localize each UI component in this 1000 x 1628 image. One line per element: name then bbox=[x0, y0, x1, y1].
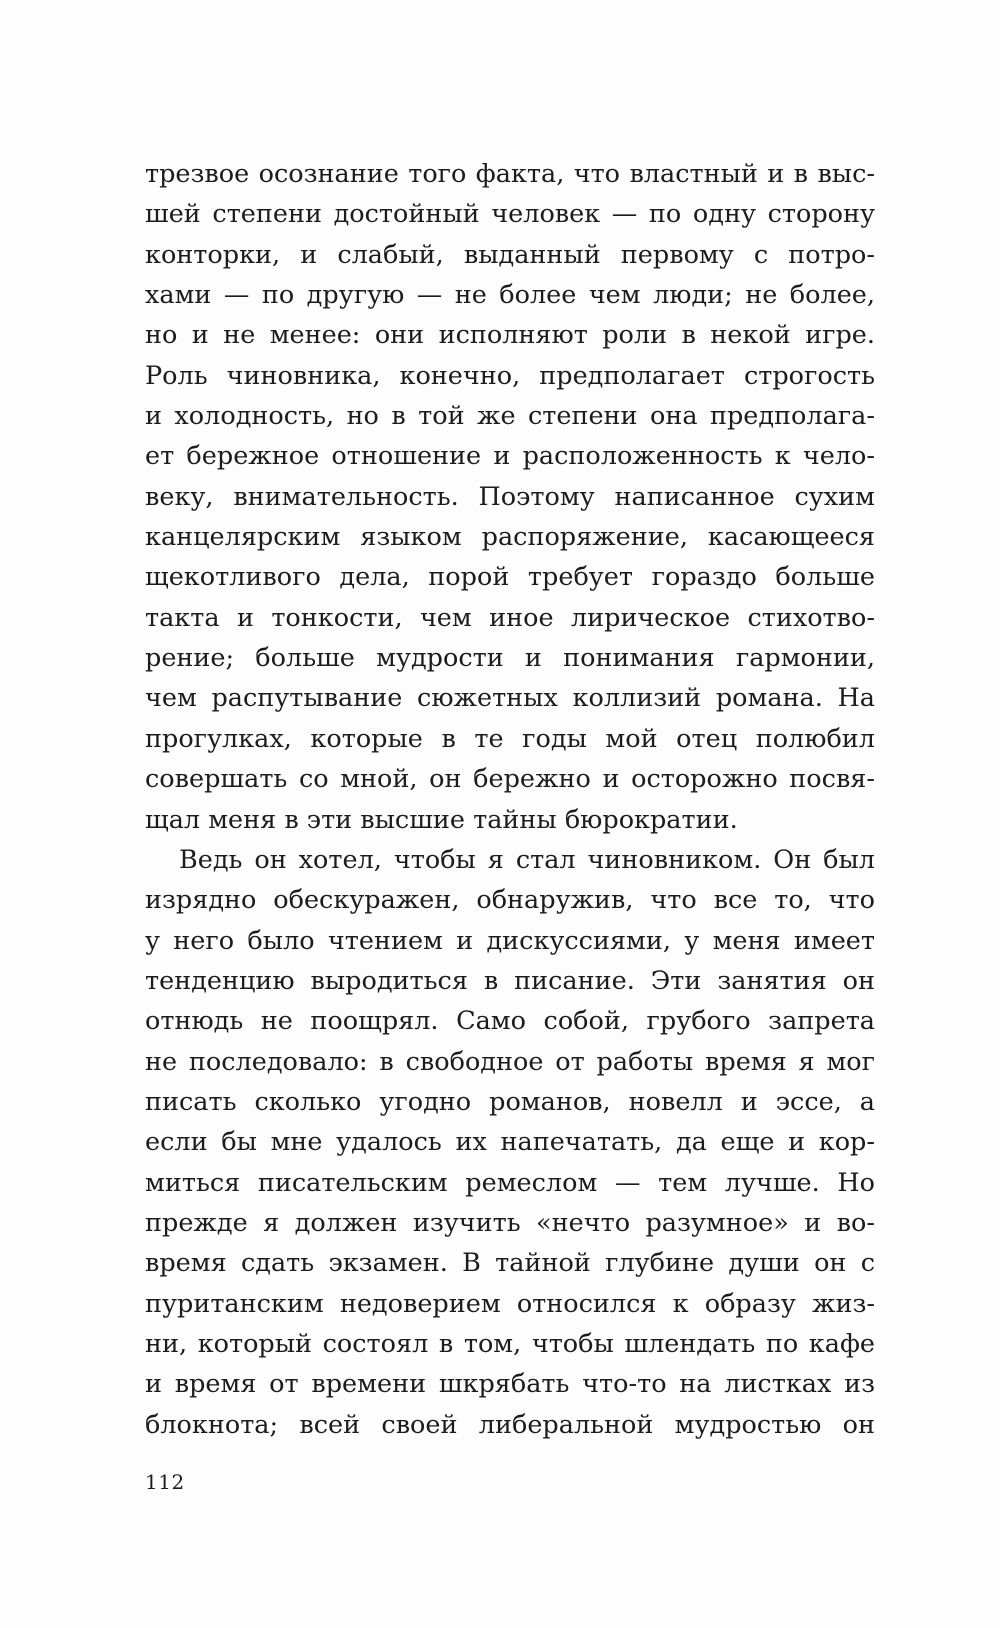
text-line: хами — по другую — не более чем люди; не более, bbox=[145, 280, 875, 311]
body-text bbox=[145, 154, 875, 1445]
text-line: у него было чтением и дискуссиями, у меня имеет bbox=[145, 925, 875, 956]
text-line: канцелярским языком распоряжение, касающееся bbox=[145, 522, 875, 553]
text-line: отнюдь не поощрял. Само собой, грубого запрета bbox=[145, 1006, 875, 1037]
text-line: прогулках, которые в те годы мой отец полюбил bbox=[145, 723, 875, 754]
text-line: ет бережное отношение и расположенность к чело- bbox=[145, 441, 875, 472]
paragraph-2 bbox=[145, 840, 875, 1445]
text-line: и холодность, но в той же степени она предполага- bbox=[145, 401, 875, 432]
text-line: прежде я должен изучить «нечто разумное» и во- bbox=[145, 1207, 875, 1238]
text-line: конторки, и слабый, выданный первому с потро- bbox=[145, 239, 875, 270]
text-line: ни, который состоял в том, чтобы шлендать по кафе bbox=[145, 1328, 875, 1359]
text-line: такта и тонкости, чем иное лирическое стихотво- bbox=[145, 602, 875, 633]
text-line: изрядно обескуражен, обнаружив, что все то, что bbox=[145, 885, 875, 916]
text-line: Ведь он хотел, чтобы я стал чиновником. Он был bbox=[179, 844, 875, 875]
text-line: шей степени достойный человек — по одну сторону bbox=[145, 199, 875, 230]
paragraph-1 bbox=[145, 154, 875, 840]
text-line: совершать со мной, он бережно и осторожно посвя- bbox=[145, 764, 875, 795]
text-line: миться писательским ремеслом — тем лучше. Но bbox=[145, 1167, 875, 1198]
text-line: трезвое осознание того факта, что властный и в выс- bbox=[145, 159, 875, 189]
text-line: рение; больше мудрости и понимания гармонии, bbox=[145, 643, 875, 674]
text-line: если бы мне удалось их напечатать, да еще и кор- bbox=[145, 1127, 875, 1158]
text-line: веку, внимательность. Поэтому написанное сухим bbox=[145, 481, 875, 512]
text-line: время сдать экзамен. В тайной глубине души он с bbox=[145, 1248, 875, 1279]
text-line: тенденцию выродиться в писание. Эти занятия он bbox=[145, 965, 875, 996]
text-line: блокнота; всей своей либеральной мудростью он bbox=[145, 1409, 875, 1440]
text-line: писать сколько угодно романов, новелл и эссе, а bbox=[145, 1086, 875, 1117]
text-line: но и не менее: они исполняют роли в некой игре. bbox=[145, 320, 875, 351]
text-line: и время от времени шкрябать что-то на листках из bbox=[145, 1369, 875, 1400]
text-line: щекотливого дела, порой требует гораздо больше bbox=[145, 562, 875, 593]
text-line: пуританским недоверием относился к образу жиз- bbox=[145, 1288, 875, 1319]
text-line: чем распутывание сюжетных коллизий романа. На bbox=[145, 683, 875, 714]
text-line: Роль чиновника, конечно, предполагает строгость bbox=[145, 360, 875, 391]
text-line: щал меня в эти высшие тайны бюрократии. bbox=[145, 804, 738, 835]
page-number: 112 bbox=[145, 1470, 185, 1494]
text-line: не последовало: в свободное от работы время я мог bbox=[145, 1046, 875, 1077]
